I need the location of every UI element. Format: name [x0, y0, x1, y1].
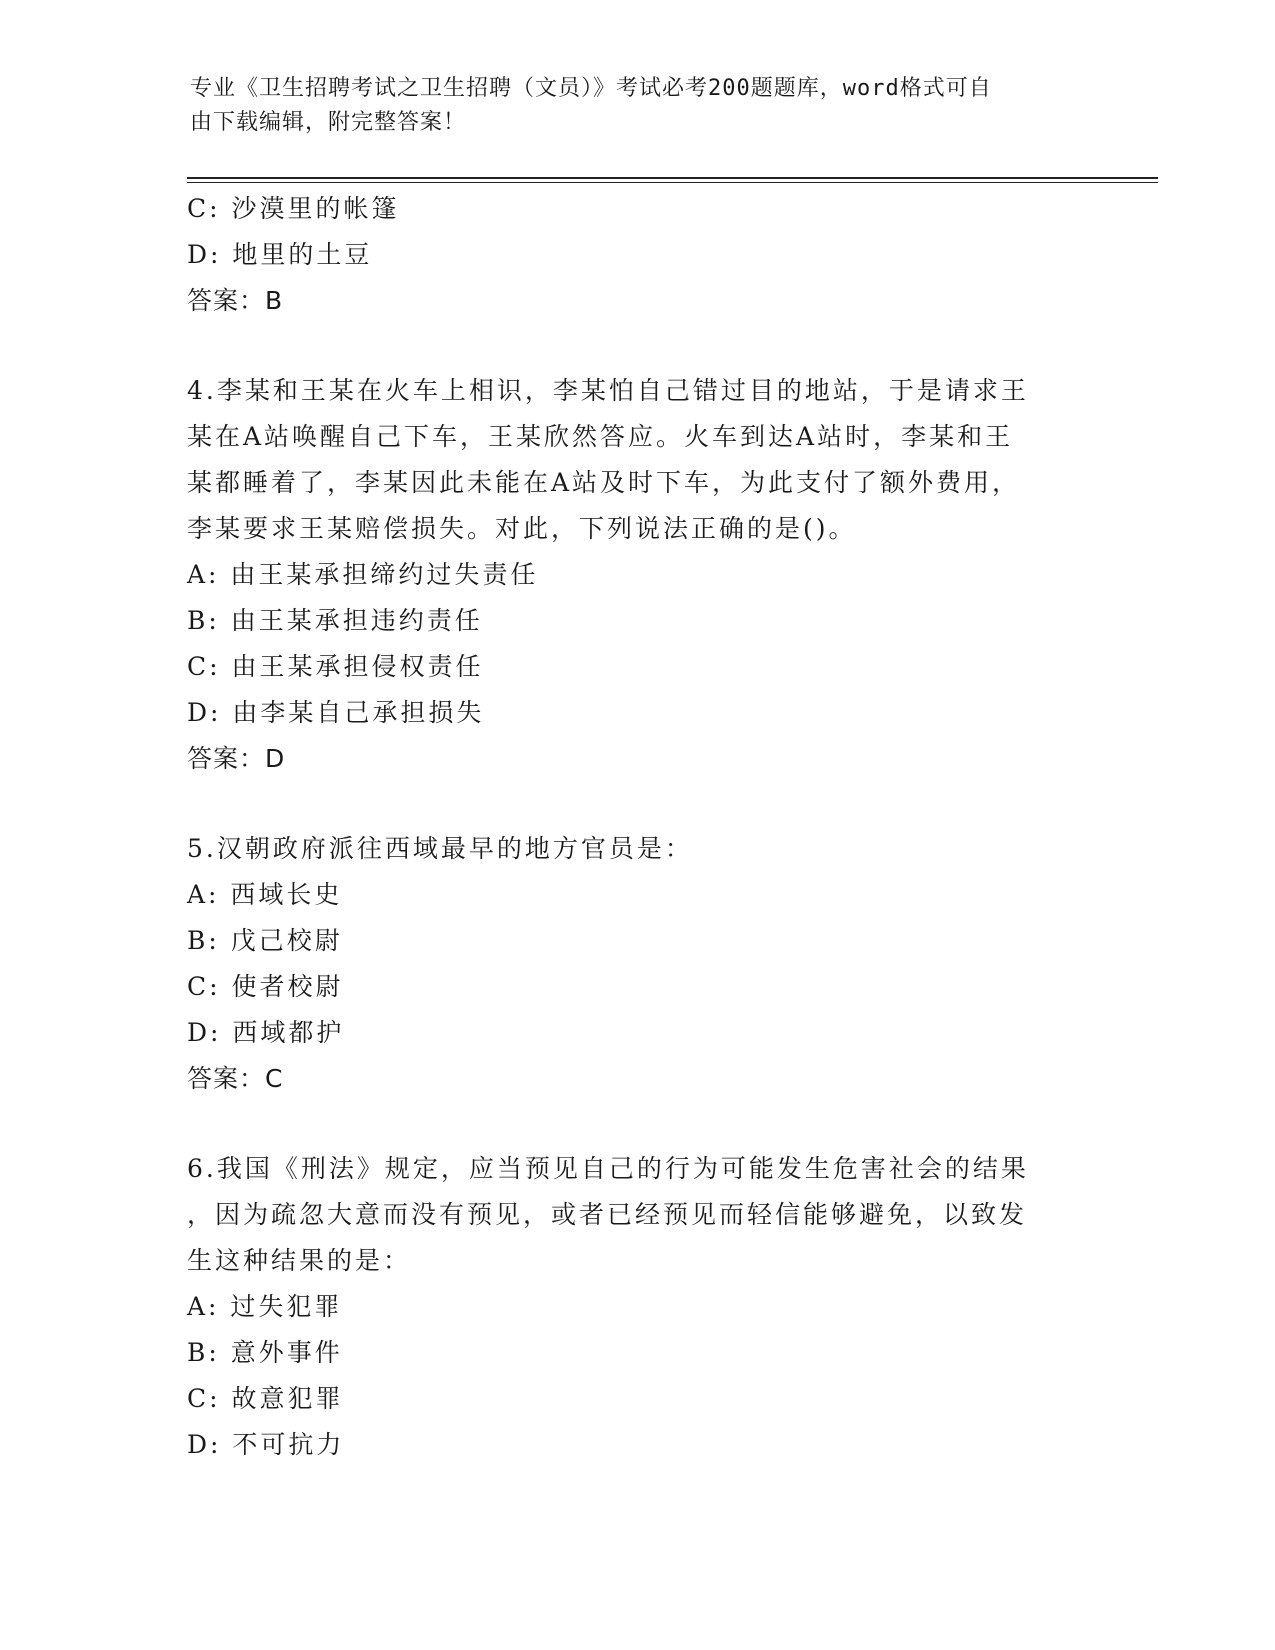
option-c: C: 沙漠里的帐篷 [187, 194, 400, 223]
answer-line: 答案：D [187, 744, 286, 773]
option-d: D: 不可抗力 [187, 1430, 345, 1459]
header-divider-thick [187, 177, 1158, 179]
option-a: A: 由王某承担缔约过失责任 [187, 560, 539, 589]
option-d: D: 由李某自己承担损失 [187, 698, 485, 727]
header-line-1: 专业《卫生招聘考试之卫生招聘（文员）》考试必考200题题库，word格式可自 [190, 76, 992, 101]
question-gap [187, 324, 1087, 368]
option-d: D: 地里的土豆 [187, 240, 373, 269]
document-header [190, 72, 1070, 140]
question-text-line: 某在A站唤醒自己下车，王某欣然答应。火车到达A站时，李某和王 [187, 422, 1014, 451]
question-gap [187, 782, 1087, 826]
option-a: A: 过失犯罪 [187, 1292, 343, 1321]
option-a: A: 西域长史 [187, 880, 343, 909]
question-5 [187, 826, 1087, 1102]
question-text-line: 5.汉朝政府派往西域最早的地方官员是： [187, 834, 693, 863]
question-4 [187, 368, 1087, 782]
question-text-line: 4.李某和王某在火车上相识，李某怕自己错过目的地站，于是请求王 [187, 376, 1029, 405]
answer-line: 答案：B [187, 286, 284, 315]
question-list [187, 186, 1087, 1468]
question-6 [187, 1146, 1087, 1468]
header-line-2: 由下载编辑，附完整答案！ [190, 110, 467, 135]
option-b: B: 意外事件 [187, 1338, 343, 1367]
question-fragment [187, 186, 1087, 324]
header-divider-thin [187, 182, 1158, 183]
option-c: C: 由王某承担侵权责任 [187, 652, 484, 681]
question-text-line: 6.我国《刑法》规定，应当预见自己的行为可能发生危害社会的结果 [187, 1154, 1029, 1183]
option-c: C: 使者校尉 [187, 972, 344, 1001]
question-text-line: ，因为疏忽大意而没有预见，或者已经预见而轻信能够避免，以致发 [187, 1200, 1028, 1229]
question-text-line: 李某要求王某赔偿损失。对此，下列说法正确的是()。 [187, 514, 857, 543]
answer-line: 答案：C [187, 1064, 284, 1093]
option-b: B: 由王某承担违约责任 [187, 606, 483, 635]
question-text-line: 某都睡着了，李某因此未能在A站及时下车，为此支付了额外费用， [187, 468, 1021, 497]
option-d: D: 西域都护 [187, 1018, 345, 1047]
option-b: B: 戊己校尉 [187, 926, 343, 955]
question-gap [187, 1102, 1087, 1146]
question-text-line: 生这种结果的是： [187, 1246, 412, 1275]
option-c: C: 故意犯罪 [187, 1384, 344, 1413]
